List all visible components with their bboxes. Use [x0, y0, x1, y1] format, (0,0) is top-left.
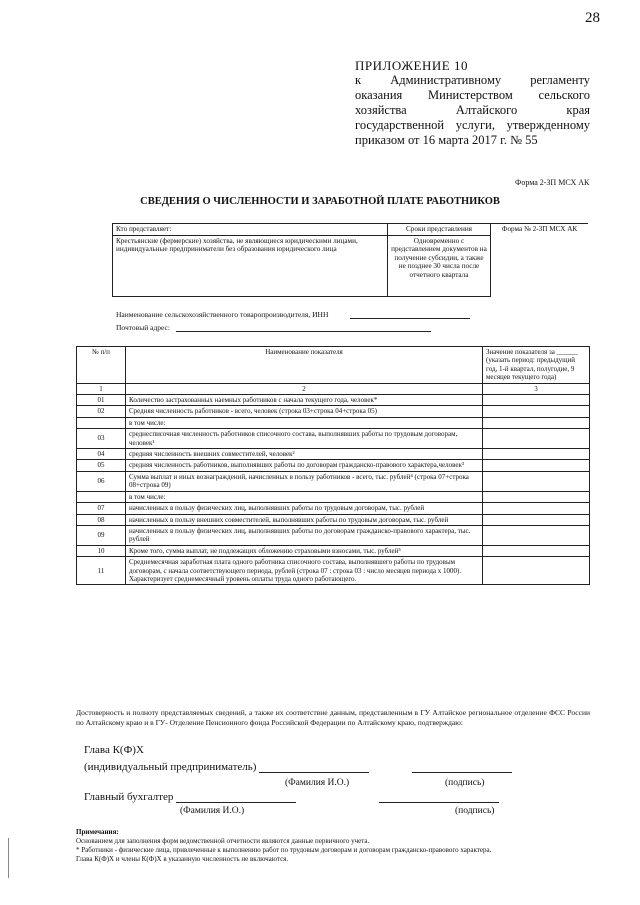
- row-label: Средняя численность работников - всего, человек (строка 03+строка 04+строка 05): [126, 406, 483, 417]
- col-head-num: № п/п: [77, 347, 126, 384]
- value-cell[interactable]: [483, 406, 590, 417]
- appendix-line: хозяйства Алтайского края: [355, 103, 590, 117]
- row-label: начисленных в пользу физических лиц, выполнявших работы по договорам гражданско-правового характера, тыс. рублей: [126, 525, 483, 545]
- appendix-line: государственной услуги, утвержденному: [355, 118, 590, 132]
- table-row: [77, 395, 590, 406]
- value-cell: [483, 417, 590, 428]
- col-index: 2: [126, 383, 483, 394]
- row-number: [77, 417, 126, 428]
- value-cell[interactable]: [483, 525, 590, 545]
- table-row: [77, 503, 590, 514]
- submitter-body: Крестьянские (фермерские) хозяйства, не являющиеся юридическими лицами, индивидуальные предприниматели без образования юридического лица: [113, 235, 388, 296]
- table-row: [77, 557, 590, 585]
- note-line: * Работники - физические лица, привлеченные к выполнению работ по трудовым договорам и договорам гражданско-правового характера.: [76, 846, 492, 854]
- value-cell[interactable]: [483, 503, 590, 514]
- row-number: 01: [77, 395, 126, 406]
- producer-label: Наименование сельскохозяйственного товаропроизводителя, ИНН: [116, 310, 329, 319]
- row-number: 09: [77, 525, 126, 545]
- row-label: начисленных в пользу физических лиц, выполнявших работы по трудовым договорам, тыс. рублей: [126, 503, 483, 514]
- producer-field[interactable]: [350, 310, 470, 319]
- table-row: [77, 460, 590, 471]
- value-cell[interactable]: [483, 545, 590, 556]
- col-index: 1: [77, 383, 126, 394]
- head-sign-caption: (подпись): [445, 778, 485, 788]
- scan-edge-mark: [8, 838, 9, 878]
- value-cell[interactable]: [483, 395, 590, 406]
- accountant-line: [84, 791, 499, 803]
- accountant-fio-caption: (Фамилия И.О.): [180, 806, 245, 816]
- indicators-table: [76, 346, 590, 585]
- col-index: 3: [483, 383, 590, 394]
- table-row: [77, 514, 590, 525]
- row-label: в том числе:: [126, 417, 483, 428]
- head-fio-caption: (Фамилия И.О.): [285, 778, 350, 788]
- table-row: [77, 449, 590, 460]
- head-sign-field[interactable]: [412, 761, 512, 773]
- deadline-head: Сроки представления: [388, 224, 491, 236]
- head-subtitle-line: [84, 761, 512, 773]
- form-code: Форма 2-ЗП МСХ АК: [515, 178, 590, 187]
- row-number: 08: [77, 514, 126, 525]
- submitter-table: [112, 223, 588, 297]
- address-line: [116, 323, 431, 332]
- accountant-title: Главный бухгалтер: [84, 791, 174, 803]
- table-row: [77, 471, 590, 491]
- row-label: Сумма выплат и иных вознаграждений, начисленных в пользу работников - всего, тыс. рублей⁴ (строка 07+строка 08+строка 09): [126, 471, 483, 491]
- value-cell[interactable]: [483, 514, 590, 525]
- row-number: 05: [77, 460, 126, 471]
- page-number: 28: [585, 10, 600, 26]
- notes-title: Примечания:: [76, 828, 119, 836]
- producer-line: [116, 310, 470, 319]
- row-label: среднесписочная численность работников списочного состава, выполнявших работы по трудовым договорам, человек¹: [126, 429, 483, 449]
- col-head-value: Значение показателя за ______ (указать период: предыдущий год, 1-й квартал, полугодие, 9 месяцев текущего года): [483, 347, 590, 384]
- value-cell[interactable]: [483, 449, 590, 460]
- value-cell[interactable]: [483, 429, 590, 449]
- row-label: средняя численность внешних совместителей, человек²: [126, 449, 483, 460]
- notes-block: [76, 828, 596, 864]
- appendix-line: приказом от 16 марта 2017 г. № 55: [355, 133, 538, 147]
- certification-text: Достоверность и полноту представляемых сведений, а также их соответствие данным, представленным в ГУ Алтайское региональное отделение ФСС России по Алтайскому краю и в ГУ- Отделение Пенсионного фонда Российской Федерации по Алтайскому краю, подтверждаю:: [76, 708, 590, 727]
- row-number: 06: [77, 471, 126, 491]
- row-number: 11: [77, 557, 126, 585]
- appendix-heading: ПРИЛОЖЕНИЕ 10: [355, 58, 468, 73]
- table-row: [77, 417, 590, 428]
- value-cell: [483, 491, 590, 502]
- appendix-line: оказания Министерством сельского: [355, 88, 590, 102]
- accountant-fio-field[interactable]: [176, 791, 296, 803]
- deadline-body: Одновременно с представлением документов на получение субсидии, а также не позднее 30 числа после отчетного квартала: [388, 235, 491, 296]
- note-line: Основанием для заполнения форм ведомственной отчетности являются данные первичного учета.: [76, 837, 370, 845]
- appendix-block: [355, 58, 590, 148]
- col-head-name: Наименование показателя: [126, 347, 483, 384]
- appendix-line: к Административному регламенту: [355, 73, 590, 87]
- row-number: 02: [77, 406, 126, 417]
- head-fio-field[interactable]: [259, 761, 369, 773]
- row-label: Среднемесячная заработная плата одного работника списочного состава, выполнявшего работы по трудовым договорам, с начала соответствующего периода, рублей (строка 07 : строка 03 : число месяцев периода х 1000). Характеризует среднемесячный уровень оплаты труда одного работающего.: [126, 557, 483, 585]
- row-label: Кроме того, сумма выплат, не подлежащих обложению страховыми взносами, тыс. рублей⁵: [126, 545, 483, 556]
- row-number: 03: [77, 429, 126, 449]
- document-title: СВЕДЕНИЯ О ЧИСЛЕННОСТИ И ЗАРАБОТНОЙ ПЛАТЕ РАБОТНИКОВ: [140, 196, 500, 207]
- table-row: [77, 545, 590, 556]
- row-label: начисленных в пользу внешних совместителей, выполнявших работы по трудовым договорам, тыс. рублей: [126, 514, 483, 525]
- table-row: [77, 429, 590, 449]
- row-label: в том числе:: [126, 491, 483, 502]
- accountant-sign-caption: (подпись): [455, 806, 495, 816]
- address-field[interactable]: [176, 323, 431, 332]
- table-row: [77, 406, 590, 417]
- note-line: Глава К(Ф)Х и члены К(Ф)Х в указанную численность не включаются.: [76, 855, 289, 863]
- accountant-sign-field[interactable]: [379, 791, 499, 803]
- form-number-head: Форма № 2-ЗП МСХ АК: [491, 224, 589, 297]
- head-title: Глава К(Ф)Х: [84, 744, 144, 756]
- head-subtitle: (индивидуальный предприниматель): [84, 761, 257, 773]
- table-row: [77, 491, 590, 502]
- address-label: Почтовый адрес:: [116, 323, 170, 332]
- row-label: Количество застрахованных наемных работников с начала текущего года, человек*: [126, 395, 483, 406]
- table-row: [77, 525, 590, 545]
- row-number: 10: [77, 545, 126, 556]
- value-cell[interactable]: [483, 471, 590, 491]
- row-label: средняя численность работников, выполнявших работы по договорам гражданско-правового характера,человек³: [126, 460, 483, 471]
- row-number: [77, 491, 126, 502]
- value-cell[interactable]: [483, 460, 590, 471]
- row-number: 07: [77, 503, 126, 514]
- row-number: 04: [77, 449, 126, 460]
- submitter-head: Кто представляет:: [113, 224, 388, 236]
- value-cell[interactable]: [483, 557, 590, 585]
